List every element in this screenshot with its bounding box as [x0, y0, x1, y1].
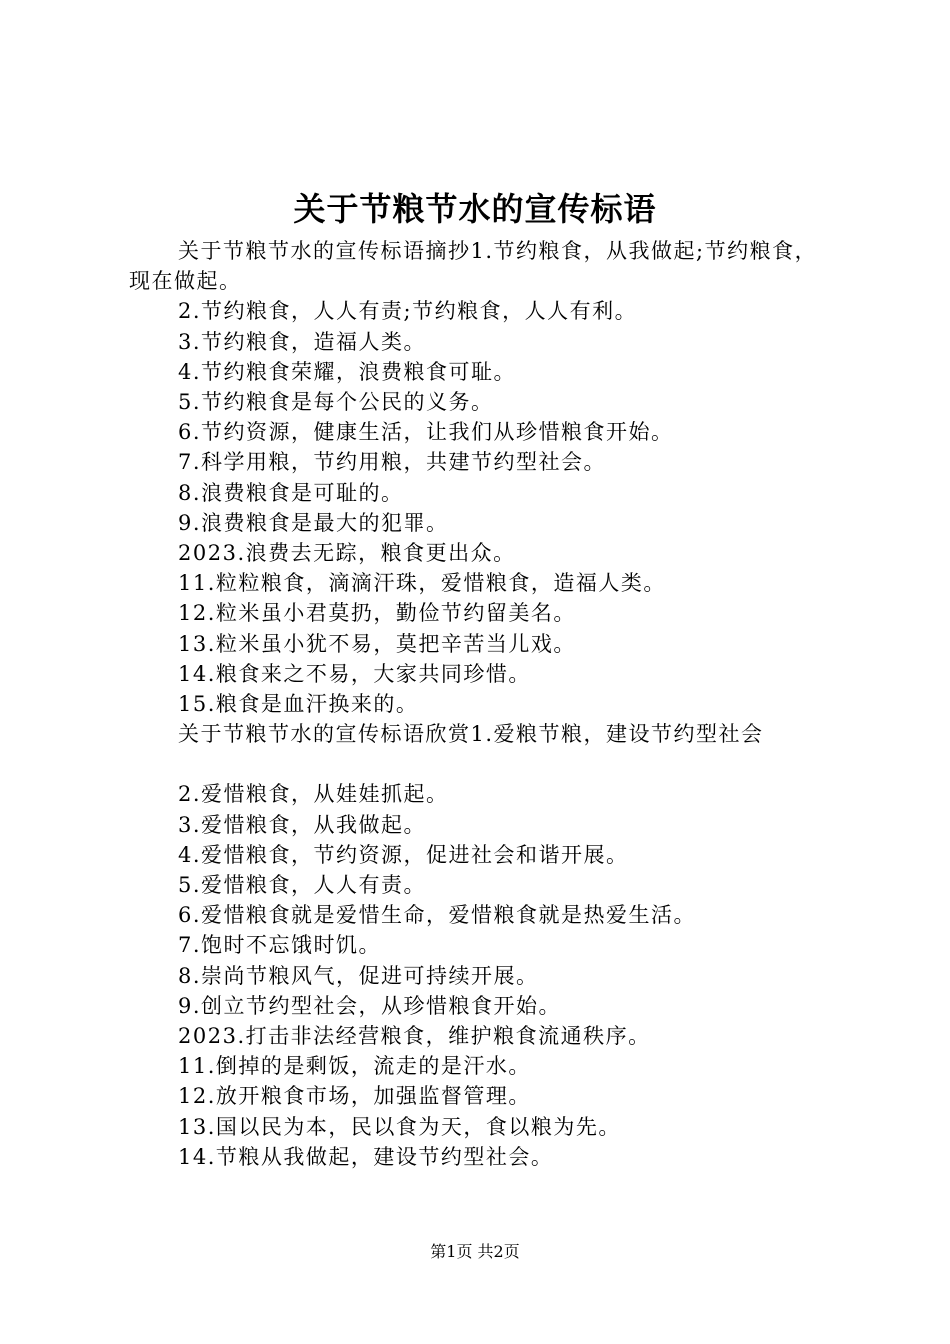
slogan-item: 2.节约粮食，人人有责;节约粮食，人人有利。: [178, 299, 638, 324]
slogan-item: 12.粒米虽小君莫扔，勤俭节约留美名。: [178, 601, 576, 626]
page-footer: 第1页 共2页: [430, 1242, 520, 1261]
slogan-item: 9.创立节约型社会，从珍惜粮食开始。: [178, 993, 562, 1018]
slogan-item: 4.爱惜粮食，节约资源，促进社会和谐开展。: [178, 842, 629, 867]
slogan-item: 2023.打击非法经营粮食，维护粮食流通秩序。: [178, 1024, 651, 1049]
slogan-item: 11.粒粒粮食，滴滴汗珠，爱惜粮食，造福人类。: [178, 571, 666, 596]
slogan-item: 7.科学用粮，节约用粮，共建节约型社会。: [178, 450, 607, 475]
slogan-item: 2.爱惜粮食，从娃娃抓起。: [178, 782, 449, 807]
slogan-item: 8.崇尚节粮风气，促进可持续开展。: [178, 963, 539, 988]
slogan-item: 13.国以民为本，民以食为天，食以粮为先。: [178, 1114, 621, 1139]
slogan-item: 6.节约资源，健康生活，让我们从珍惜粮食开始。: [178, 420, 674, 445]
slogan-item: 9.浪费粮食是最大的犯罪。: [178, 510, 449, 535]
slogan-item: 2023.浪费去无踪，粮食更出众。: [178, 541, 516, 566]
slogan-item: 5.爱惜粮食，人人有责。: [178, 873, 427, 898]
document-body: [129, 236, 835, 1172]
paragraph-intro-2: 关于节粮节水的宣传标语欣赏1.爱粮节粮，建设节约型社会: [178, 722, 764, 747]
document-title: 关于节粮节水的宣传标语: [293, 190, 657, 228]
slogan-item: 5.节约粮食是每个公民的义务。: [178, 390, 494, 415]
slogan-item: 8.浪费粮食是可耻的。: [178, 480, 404, 505]
slogan-item: 7.饱时不忘饿时饥。: [178, 933, 382, 958]
slogan-item: 15.粮食是血汗换来的。: [178, 692, 419, 717]
slogan-item: 6.爱惜粮食就是爱惜生命，爱惜粮食就是热爱生活。: [178, 903, 697, 928]
paragraph-intro-1: 关于节粮节水的宣传标语摘抄1.节约粮食，从我做起;节约粮食，现在做起。: [129, 239, 818, 294]
slogan-item: 4.节约粮食荣耀，浪费粮食可耻。: [178, 359, 517, 384]
slogan-item: 3.节约粮食，造福人类。: [178, 329, 427, 354]
slogan-item: 14.节粮从我做起，建设节约型社会。: [178, 1144, 554, 1169]
slogan-item: 11.倒掉的是剩饭，流走的是汗水。: [178, 1054, 531, 1079]
slogan-item: 12.放开粮食市场，加强监督管理。: [178, 1084, 531, 1109]
slogan-item: 13.粒米虽小犹不易，莫把辛苦当儿戏。: [178, 631, 576, 656]
slogan-item: 3.爱惜粮食，从我做起。: [178, 812, 427, 837]
slogan-item: 14.粮食来之不易，大家共同珍惜。: [178, 661, 531, 686]
